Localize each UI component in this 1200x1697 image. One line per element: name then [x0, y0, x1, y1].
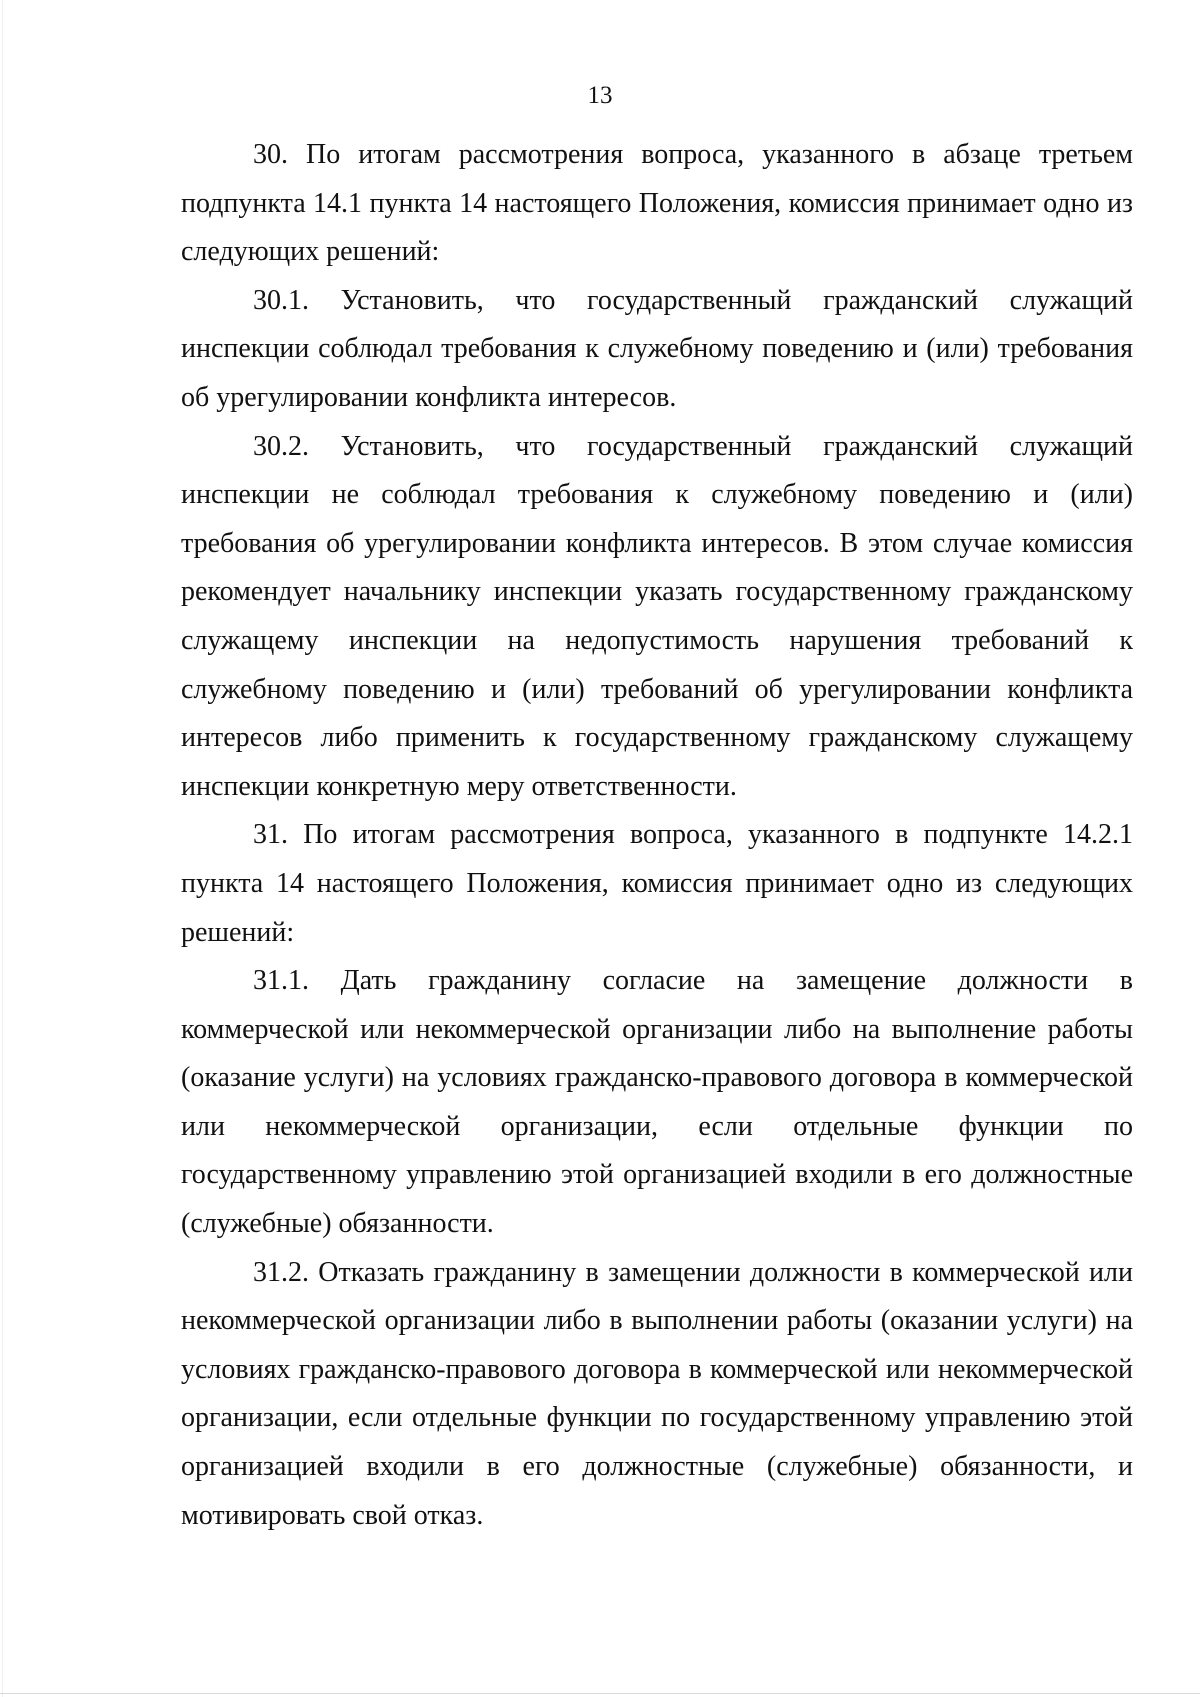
paragraph-31: 31. По итогам рассмотрения вопроса, указанного в подпункте 14.2.1 пункта 14 настоящего Положения, комиссия принимает одно из следующих решений: — [181, 819, 1133, 948]
paragraph-30: 30. По итогам рассмотрения вопроса, указанного в абзаце третьем подпункта 14.1 пункта 14 настоящего Положения, комиссия принимает одно из следующих решений: — [181, 139, 1133, 268]
document-body — [181, 131, 1133, 1540]
page-number: 13 — [587, 82, 613, 109]
paragraph-31-1: 31.1. Дать гражданину согласие на замещение должности в коммерческой или некоммерческой организации либо на выполнение работы (оказание услуги) на условиях гражданско-правового договора в коммерческой или некоммерческой организации, если отдельные функции по государственному управлению этой организацией входили в его должностные (служебные) обязанности. — [181, 965, 1133, 1240]
scan-edge-bottom — [0, 1693, 1200, 1694]
paragraph-30-1: 30.1. Установить, что государственный гражданский служащий инспекции соблюдал требования к служебному поведению и (или) требования об урегулировании конфликта интересов. — [181, 284, 1133, 413]
scan-edge-left — [2, 0, 3, 1697]
paragraph-30-2: 30.2. Установить, что государственный гражданский служащий инспекции не соблюдал требования к служебному поведению и (или) требования об урегулировании конфликта интересов. В этом случае комиссия рекомендует начальнику инспекции указать государственному гражданскому служащему инспекции на недопустимость нарушения требований к служебному поведению и (или) требований об урегулировании конфликта интересов либо применить к государственному гражданскому служащему инспекции конкретную меру ответственности. — [181, 430, 1133, 802]
paragraph-31-2: 31.2. Отказать гражданину в замещении должности в коммерческой или некоммерческой организации либо в выполнении работы (оказании услуги) на условиях гражданско-правового договора в коммерческой или некоммерческой организации, если отдельные функции по государственному управлению этой организацией входили в его должностные (служебные) обязанности, и мотивировать свой отказ. — [181, 1256, 1133, 1531]
